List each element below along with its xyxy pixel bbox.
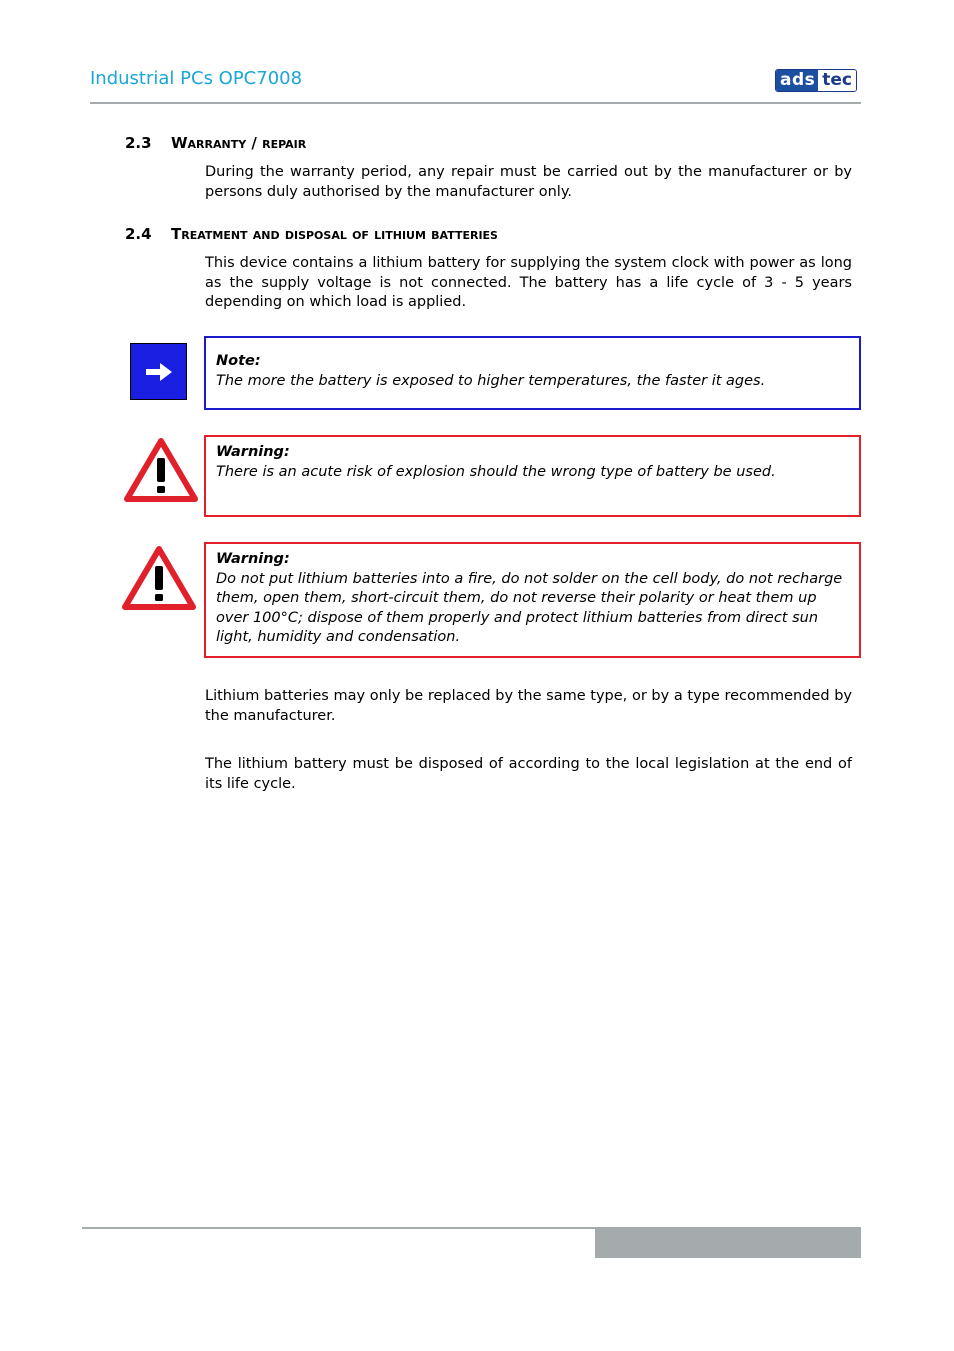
adstec-logo xyxy=(775,69,857,92)
arrow-right-icon xyxy=(130,343,187,400)
logo-part-tec: tec xyxy=(818,70,856,91)
footer-bar xyxy=(595,1229,861,1258)
section-number: 2.3 xyxy=(125,134,152,152)
warning-title: Warning: xyxy=(216,551,290,567)
section-number: 2.4 xyxy=(125,225,152,243)
warranty-paragraph: During the warranty period, any repair must be carried out by the manufacturer or by persons duly authorised by the manufacturer only. xyxy=(205,164,852,200)
warning-triangle-icon xyxy=(124,438,198,502)
section-heading-lithium-batteries xyxy=(125,225,498,243)
header-divider xyxy=(90,102,861,104)
section-title: Warranty / repair xyxy=(171,134,307,152)
warning-text: Do not put lithium batteries into a fire, do not solder on the cell body, do not recharge them, open them, short-circuit them, do not reverse their polarity or heat them up over 100°C; dispose of them properly and protect lithium batteries from direct sun light, humidity and condensation. xyxy=(216,570,843,645)
logo-part-ads: ads xyxy=(776,70,818,91)
warning-title: Warning: xyxy=(216,444,290,460)
lithium-battery-paragraph: This device contains a lithium battery for supplying the system clock with power as long as the supply voltage is not connected. The battery has a life cycle of 3 - 5 years depending on which load is applied. xyxy=(205,255,852,310)
section-title: Treatment and disposal of lithium batteries xyxy=(171,225,498,243)
note-title: Note: xyxy=(216,353,261,369)
warning-triangle-icon xyxy=(122,546,196,610)
disposal-paragraph: The lithium battery must be disposed of according to the local legislation at the end of its life cycle. xyxy=(205,756,852,792)
warning-box xyxy=(204,435,861,517)
section-heading-warranty xyxy=(125,134,306,152)
note-box xyxy=(204,336,861,410)
document-header-title: Industrial PCs OPC7008 xyxy=(90,68,303,89)
replacement-paragraph: Lithium batteries may only be replaced by the same type, or by a type recommended by the manufacturer. xyxy=(205,688,852,724)
warning-box xyxy=(204,542,861,658)
note-text: The more the battery is exposed to higher temperatures, the faster it ages. xyxy=(216,372,766,389)
warning-text: There is an acute risk of explosion should the wrong type of battery be used. xyxy=(216,463,776,480)
